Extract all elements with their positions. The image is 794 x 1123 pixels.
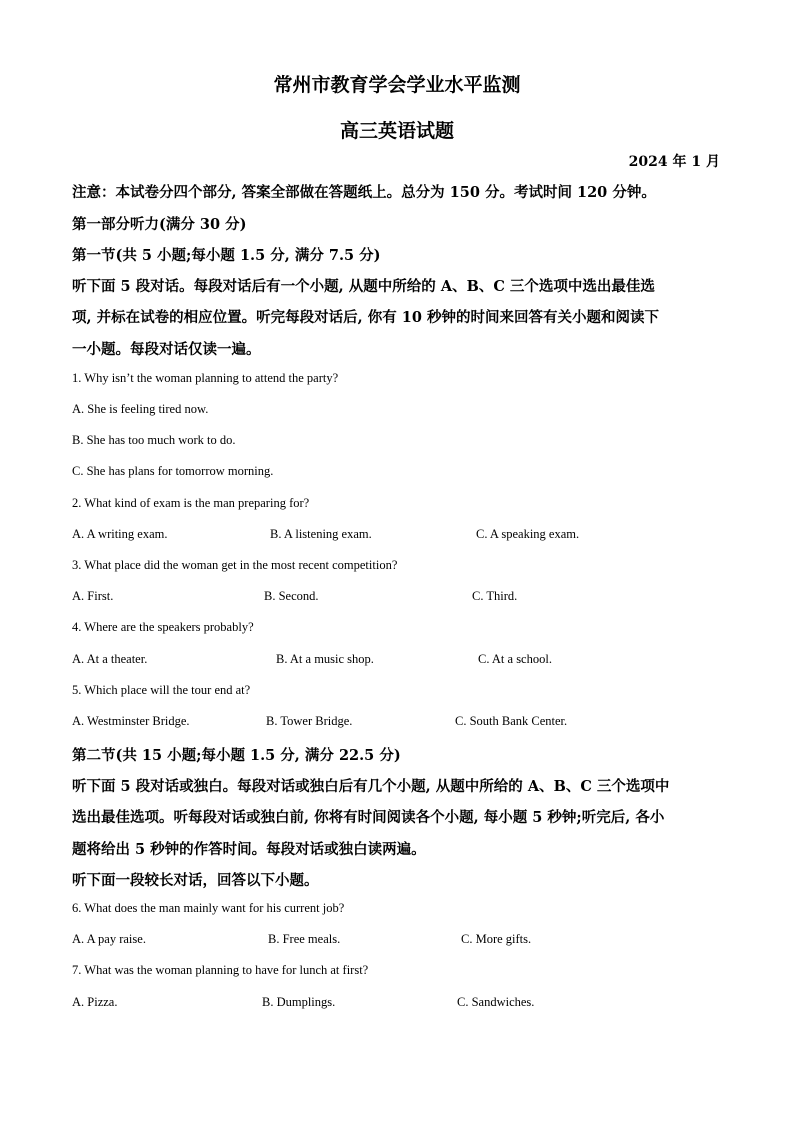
question-5: 5. Which place will the tour end at? — [72, 683, 251, 697]
q3-option-b: B. Second. — [264, 589, 319, 603]
q6-option-b: B. Free meals. — [268, 932, 341, 946]
section2-instruction-line: 选出最佳选项。听每段对话或独白前, 你将有时间阅读各个小题, 每小题 5 秒钟;听完后, 各小 — [72, 809, 665, 826]
section1-heading: 第一节(共 5 小题;每小题 1.5 分, 满分 7.5 分) — [72, 247, 381, 264]
q2-option-a: A. A writing exam. — [72, 527, 168, 541]
q7-option-a: A. Pizza. — [72, 995, 118, 1009]
q1-option-a: A. She is feeling tired now. — [72, 402, 209, 416]
q2-option-c: C. A speaking exam. — [476, 527, 580, 541]
exam-date: 2024 年 1 月 — [628, 154, 720, 170]
q4-option-c: C. At a school. — [478, 652, 552, 666]
q6-option-c: C. More gifts. — [461, 932, 532, 946]
q5-option-a: A. Westminster Bridge. — [72, 714, 190, 728]
question-7: 7. What was the woman planning to have for lunch at first? — [72, 963, 369, 977]
section2-instruction-line: 题将给出 5 秒钟的作答时间。每段对话或独白读两遍。 — [72, 841, 426, 858]
section1-instruction-line: 项, 并标在试卷的相应位置。听完每段对话后, 你有 10 秒钟的时间来回答有关小题和阅读下 — [72, 309, 659, 326]
q1-option-b: B. She has too much work to do. — [72, 433, 236, 447]
q3-option-c: C. Third. — [472, 589, 518, 603]
section2-instruction-line: 听下面 5 段对话或独白。每段对话或独白后有几个小题, 从题中所给的 A、B、C 三个选项中 — [72, 778, 670, 795]
section2-heading: 第二节(共 15 小题;每小题 1.5 分, 满分 22.5 分) — [72, 747, 401, 764]
part1-heading: 第一部分听力(满分 30 分) — [72, 216, 247, 233]
question-1: 1. Why isn’t the woman planning to attend the party? — [72, 371, 339, 385]
question-2: 2. What kind of exam is the man preparing for? — [72, 496, 310, 510]
section1-instruction-line: 一小题。每段对话仅读一遍。 — [72, 341, 261, 358]
q4-option-b: B. At a music shop. — [276, 652, 374, 666]
question-3: 3. What place did the woman get in the most recent competition? — [72, 558, 398, 572]
section1-instruction-line: 听下面 5 段对话。每段对话后有一个小题, 从题中所给的 A、B、C 三个选项中选出最佳选 — [72, 278, 655, 295]
question-4: 4. Where are the speakers probably? — [72, 620, 254, 634]
section2-lead: 听下面一段较长对话，回答以下小题。 — [72, 872, 319, 889]
notice: 注意：本试卷分四个部分, 答案全部做在答题纸上。总分为 150 分。考试时间 120 分钟。 — [72, 184, 656, 201]
q2-option-b: B. A listening exam. — [270, 527, 372, 541]
q4-option-a: A. At a theater. — [72, 652, 148, 666]
q6-option-a: A. A pay raise. — [72, 932, 146, 946]
q5-option-c: C. South Bank Center. — [455, 714, 568, 728]
q1-option-c: C. She has plans for tomorrow morning. — [72, 464, 274, 478]
q7-option-c: C. Sandwiches. — [457, 995, 535, 1009]
question-6: 6. What does the man mainly want for his current job? — [72, 901, 345, 915]
exam-title: 常州市教育学会学业水平监测 — [273, 74, 521, 96]
q7-option-b: B. Dumplings. — [262, 995, 336, 1009]
exam-subtitle: 高三英语试题 — [339, 120, 454, 142]
q3-option-a: A. First. — [72, 589, 114, 603]
q5-option-b: B. Tower Bridge. — [266, 714, 353, 728]
